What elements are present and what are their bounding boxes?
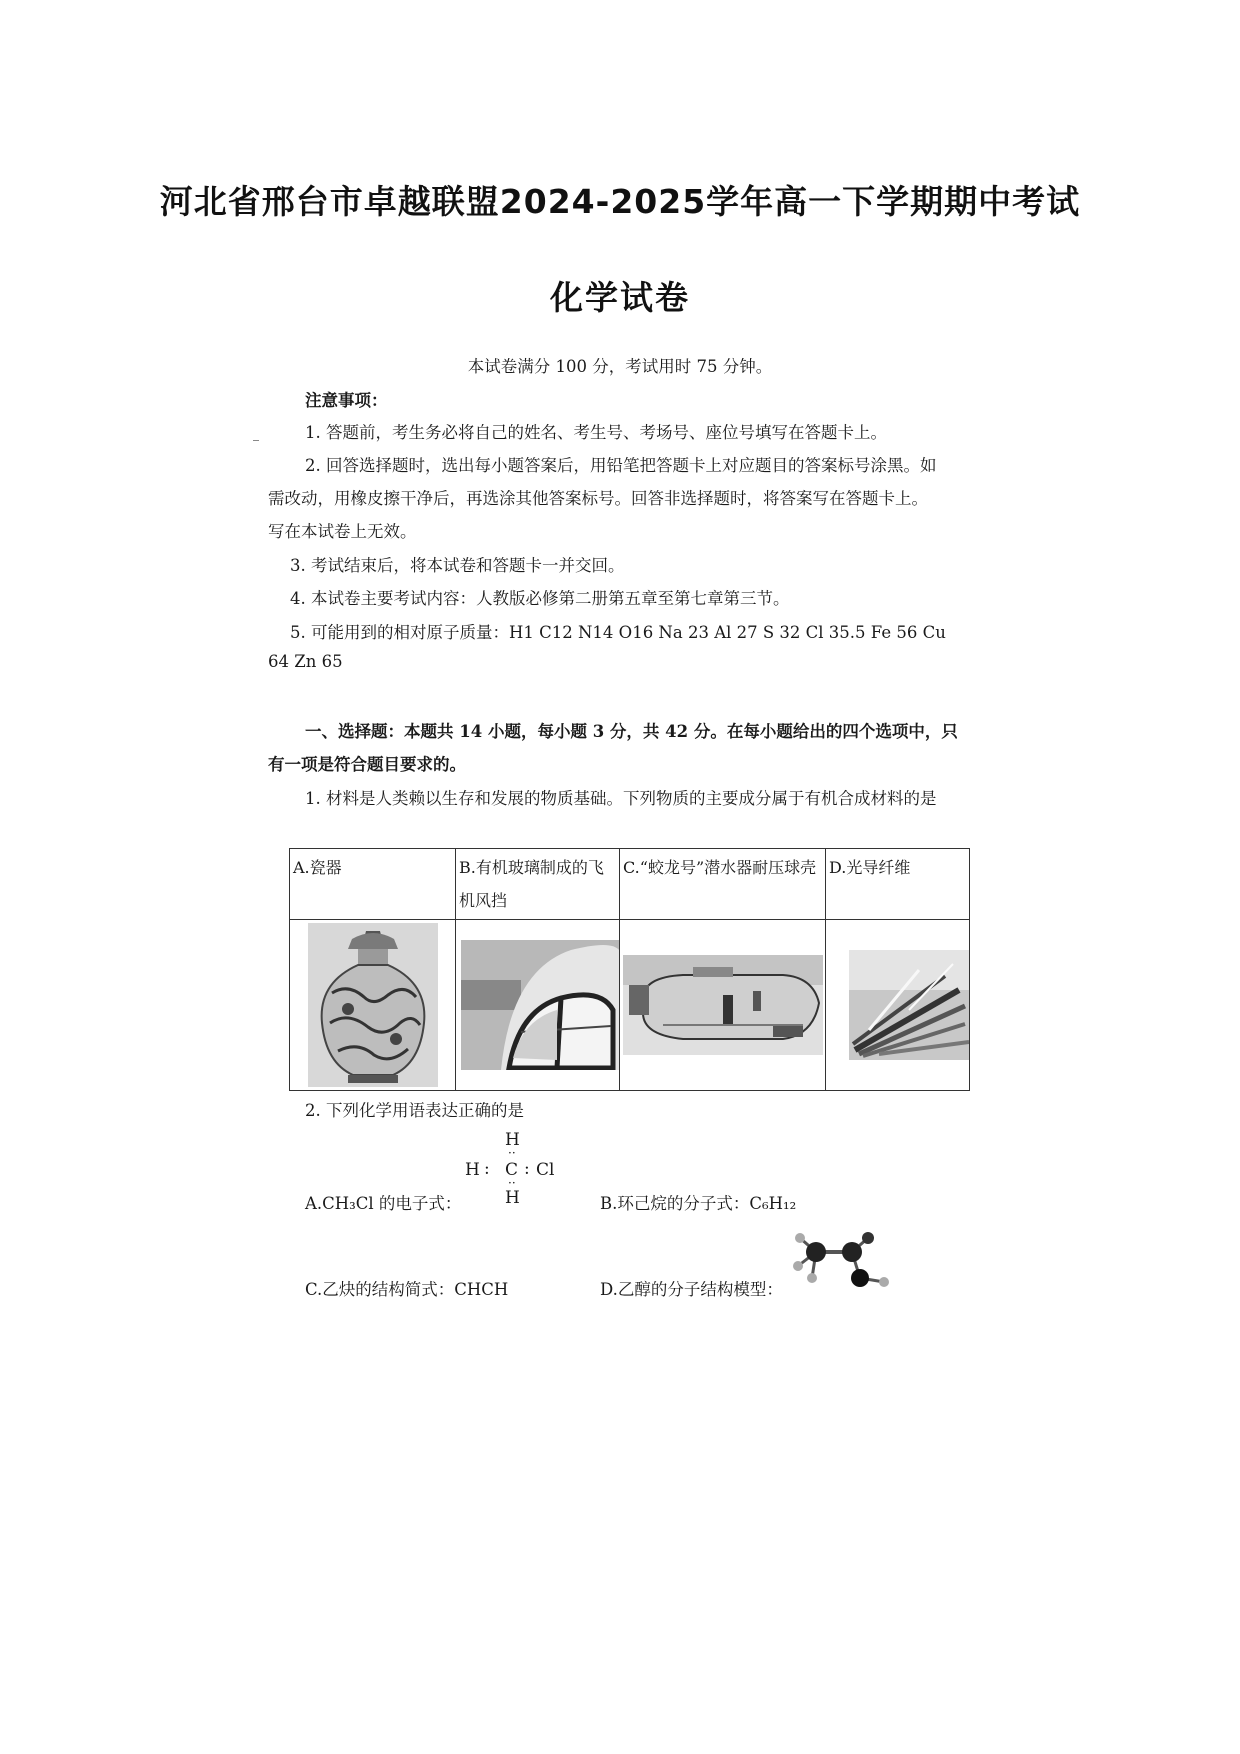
- lewis-dots-top: ··: [508, 1146, 516, 1160]
- question-1-stem: 1. 材料是人类赖以生存和发展的物质基础。下列物质的主要成分属于有机合成材料的是: [305, 789, 937, 808]
- porcelain-vase-image: [308, 923, 438, 1087]
- margin-mark: [253, 440, 259, 441]
- note-item-5-line-2: 64 Zn 65: [268, 652, 343, 671]
- notes-heading: 注意事项：: [305, 391, 388, 410]
- question-1-options-table: [289, 848, 970, 1091]
- option-b-label: B.有机玻璃制成的飞机风挡: [456, 849, 620, 920]
- lewis-h-left: H: [465, 1160, 480, 1180]
- option-d-image-cell: [826, 920, 970, 1091]
- option-c-image-cell: [620, 920, 826, 1091]
- lewis-dots-left: :: [484, 1159, 490, 1179]
- note-item-3: 3. 考试结束后，将本试卷和答题卡一并交回。: [290, 556, 625, 575]
- section-heading-line-1: 一、选择题：本题共 14 小题，每小题 3 分，共 42 分。在每小题给出的四个选项中，只: [305, 722, 958, 741]
- section-heading-line-2: 有一项是符合题目要求的。: [268, 755, 466, 774]
- submersible-image: [623, 955, 823, 1055]
- option-a-label: A.瓷器: [290, 849, 456, 920]
- note-item-5-line-1: 5. 可能用到的相对原子质量：H1 C12 N14 O16 Na 23 Al 27 S 32 Cl 35.5 Fe 56 Cu: [290, 623, 946, 642]
- option-b-image-cell: [456, 920, 620, 1091]
- question-2-option-c: C.乙炔的结构简式：CHCH: [305, 1280, 509, 1299]
- option-a-image-cell: [290, 920, 456, 1091]
- option-d-label: D.光导纤维: [826, 849, 970, 920]
- aircraft-windshield-image: [461, 940, 619, 1070]
- lewis-dots-right: :: [524, 1159, 530, 1179]
- lewis-h-top: H: [505, 1130, 520, 1150]
- lewis-h-bottom: H: [505, 1188, 520, 1208]
- ethanol-ball-stick-model: [786, 1226, 898, 1296]
- note-item-2-line-2: 需改动，用橡皮擦干净后，再选涂其他答案标号。回答非选择题时，将答案写在答题卡上。: [268, 489, 928, 508]
- question-2-option-a: A.CH₃Cl 的电子式：: [305, 1194, 462, 1213]
- note-item-1: 1. 答题前，考生务必将自己的姓名、考生号、考场号、座位号填写在答题卡上。: [305, 423, 887, 442]
- lewis-c-center: C: [505, 1160, 519, 1180]
- note-item-2-line-3: 写在本试卷上无效。: [268, 522, 417, 541]
- lewis-dots-bottom: ··: [508, 1176, 516, 1190]
- question-2-option-b: B.环己烷的分子式：C₆H₁₂: [600, 1194, 797, 1213]
- note-item-4: 4. 本试卷主要考试内容：人教版必修第二册第五章至第七章第三节。: [290, 589, 790, 608]
- exam-title: 河北省邢台市卓越联盟2024-2025学年高一下学期期中考试: [159, 182, 1081, 221]
- exam-info: 本试卷满分 100 分，考试用时 75 分钟。: [467, 357, 773, 376]
- lewis-cl-right: Cl: [536, 1160, 555, 1180]
- note-item-2-line-1: 2. 回答选择题时，选出每小题答案后，用铅笔把答题卡上对应题目的答案标号涂黑。如: [305, 456, 937, 475]
- optical-fiber-image: [849, 950, 969, 1060]
- exam-subtitle: 化学试卷: [550, 278, 690, 317]
- question-2-stem: 2. 下列化学用语表达正确的是: [305, 1101, 524, 1120]
- question-2-option-d: D.乙醇的分子结构模型：: [600, 1280, 783, 1299]
- option-c-label: C.“蛟龙号”潜水器耐压球壳: [620, 849, 826, 920]
